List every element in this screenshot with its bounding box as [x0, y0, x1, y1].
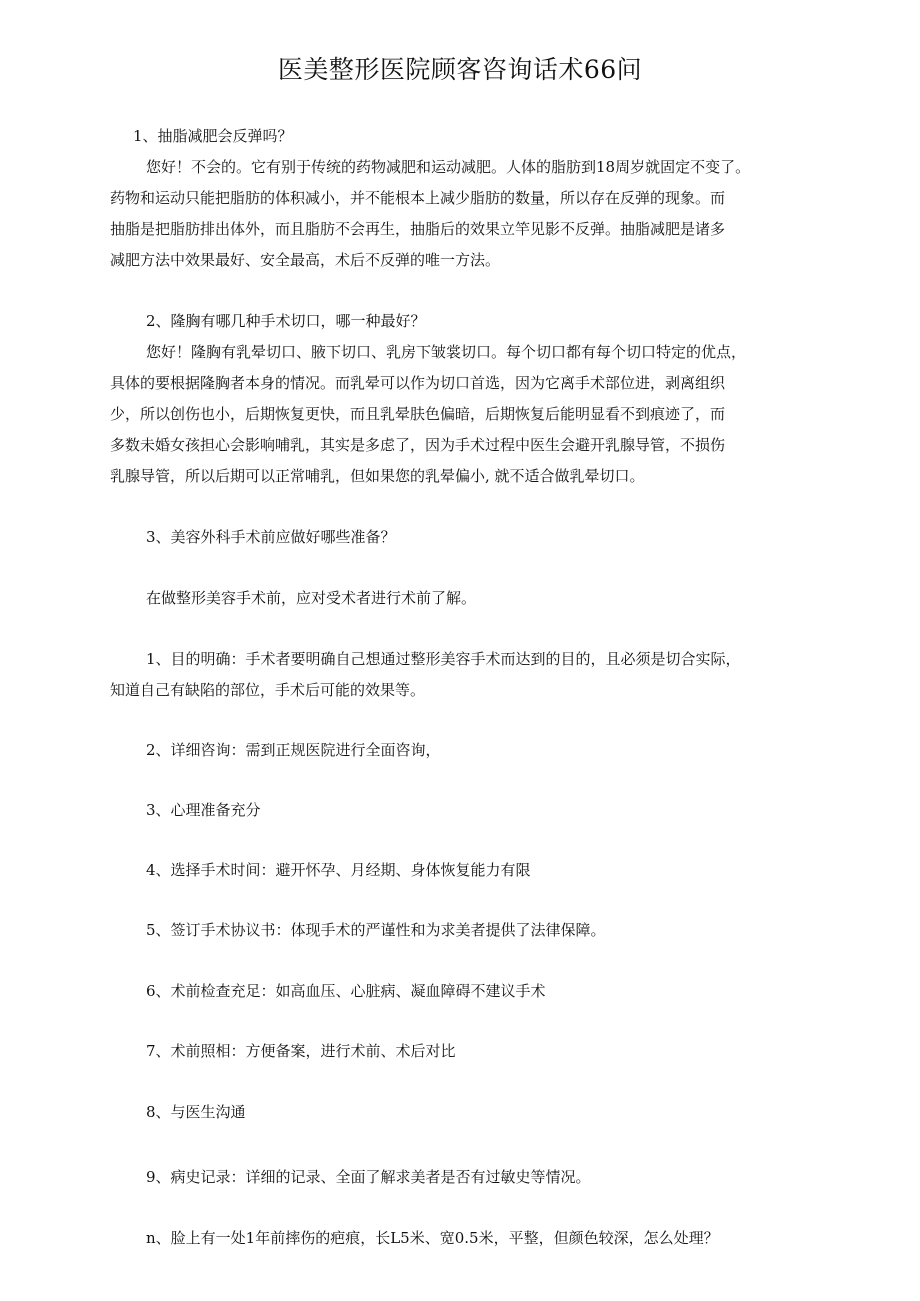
answer-2-line-3: 少，所以创伤也小，后期恢复更快，而且乳晕肤色偏暗，后期恢复后能明显看不到痕迹了，而 [110, 405, 726, 423]
question-n: n、脸上有一处1年前摔伤的疤痕，长L5米、宽0.5米，平整，但颜色较深，怎么处理？ [146, 1229, 719, 1247]
prep-item-8: 8、与医生沟通 [146, 1103, 246, 1121]
answer-2-line-5: 乳腺导管，所以后期可以正常哺乳，但如果您的乳晕偏小, 就不适合做乳晕切口。 [110, 467, 645, 485]
question-3: 3、美容外科手术前应做好哪些准备？ [146, 528, 396, 546]
answer-3-intro: 在做整形美容手术前，应对受术者进行术前了解。 [146, 589, 477, 607]
answer-2-line-2: 具体的要根据隆胸者本身的情况。而乳晕可以作为切口首选，因为它离手术部位进，剥离组织 [110, 374, 726, 392]
answer-2-line-4: 多数未婚女孩担心会影响哺乳，其实是多虑了，因为手术过程中医生会避开乳腺导管，不损伤 [110, 436, 726, 454]
prep-item-3: 3、心理准备充分 [146, 801, 261, 819]
prep-item-1-line-1: 1、目的明确：手术者要明确自己想通过整形美容手术而达到的目的，且必须是切合实际， [146, 650, 741, 668]
answer-1-line-2: 药物和运动只能把脂肪的体积减小，并不能根本上减少脂肪的数量，所以存在反弹的现象。而 [110, 189, 726, 207]
answer-1-line-4: 减肥方法中效果最好、安全最高，术后不反弹的唯一方法。 [110, 251, 501, 269]
prep-item-2: 2、详细咨询：需到正规医院进行全面咨询， [146, 741, 441, 759]
prep-item-4: 4、选择手术时间：避开怀孕、月经期、身体恢复能力有限 [146, 861, 531, 879]
question-2: 2、隆胸有哪几种手术切口，哪一种最好？ [146, 312, 426, 330]
prep-item-1-line-2: 知道自己有缺陷的部位，手术后可能的效果等。 [110, 681, 426, 699]
prep-item-5: 5、签订手术协议书：体现手术的严谨性和为求美者提供了法律保障。 [146, 921, 606, 939]
prep-item-7: 7、术前照相：方便备案，进行术前、术后对比 [146, 1042, 456, 1060]
answer-1-line-1: 您好！不会的。它有别于传统的药物减肥和运动减肥。人体的脂肪到18周岁就固定不变了。 [146, 158, 751, 176]
document-title: 医美整形医院顾客咨询话术66问 [277, 55, 643, 84]
answer-1-line-3: 抽脂是把脂肪排出体外，而且脂肪不会再生，抽脂后的效果立竿见影不反弹。抽脂减肥是诸多 [110, 220, 726, 238]
prep-item-6: 6、术前检查充足：如高血压、心脏病、凝血障碍不建议手术 [146, 982, 546, 1000]
answer-2-line-1: 您好！隆胸有乳晕切口、腋下切口、乳房下皱裳切口。每个切口都有每个切口特定的优点， [146, 343, 747, 361]
prep-item-9: 9、病史记录：详细的记录、全面了解求美者是否有过敏史等情况。 [146, 1168, 591, 1186]
question-1: 1、抽脂减肥会反弹吗？ [133, 127, 293, 145]
